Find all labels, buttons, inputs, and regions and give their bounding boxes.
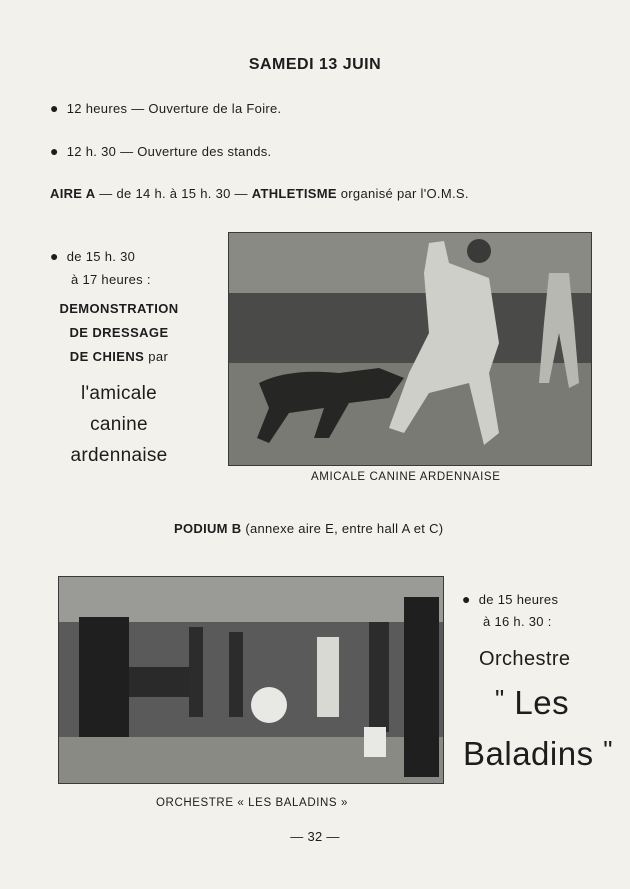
aire-a-time: — de 14 h. à 15 h. 30 — (95, 186, 252, 201)
dog-training-photo (228, 232, 592, 466)
aire-a-organizer: organisé par l'O.M.S. (336, 186, 469, 201)
organizer-line: ardennaise (70, 445, 168, 466)
page-number: — 32 — (290, 829, 340, 844)
band-name-les: Les (514, 684, 570, 721)
open-quote: " (495, 684, 505, 714)
band-photo-art (59, 577, 443, 783)
bullet-icon: ● (50, 143, 59, 159)
band-name-line2 (463, 735, 613, 773)
podium-b-heading (174, 521, 443, 536)
dog-show-time-end: à 17 heures : (71, 272, 151, 287)
band-orchestre-label: Orchestre (479, 648, 571, 670)
aire-a-event: ATHLETISME (251, 186, 337, 201)
podium-label: PODIUM B (174, 521, 242, 536)
dog-training-photo-art (229, 233, 591, 465)
bullet-icon: ● (50, 100, 59, 116)
dog-show-time-start: de 15 h. 30 (66, 249, 136, 264)
band-photo-caption: ORCHESTRE « LES BALADINS » (156, 797, 348, 809)
organizer-line: canine (90, 414, 148, 435)
band-photo (58, 576, 444, 784)
band-time-end: à 16 h. 30 : (483, 614, 552, 629)
dog-show-organizer (44, 378, 194, 471)
schedule-item-stands (50, 143, 271, 159)
band-name-baladins: Baladins (463, 735, 594, 772)
demo-line: DEMONSTRATION (59, 301, 179, 316)
bullet-icon: ● (462, 591, 471, 607)
dog-show-time-line1 (50, 248, 135, 264)
schedule-item-text: 12 heures — Ouverture de la Foire. (66, 101, 282, 116)
bullet-icon: ● (50, 248, 59, 264)
demo-line: DE CHIENS par (69, 349, 169, 364)
band-time-start: de 15 heures (478, 592, 559, 607)
aire-a-label: AIRE A (50, 186, 96, 201)
demo-par: par (148, 349, 169, 364)
schedule-item-foire (50, 100, 281, 116)
schedule-item-text: 12 h. 30 — Ouverture des stands. (66, 144, 272, 159)
dog-show-description (44, 297, 194, 369)
organizer-line: l'amicale (80, 383, 158, 404)
dog-photo-caption: AMICALE CANINE ARDENNAISE (311, 471, 501, 483)
demo-line: DE DRESSAGE (69, 325, 169, 340)
page-title: SAMEDI 13 JUIN (248, 56, 382, 73)
band-time-line1 (462, 591, 558, 607)
schedule-aire-a (50, 186, 469, 201)
close-quote: " (603, 735, 613, 765)
podium-detail: (annexe aire E, entre hall A et C) (241, 521, 444, 536)
band-name-line1 (495, 684, 569, 722)
